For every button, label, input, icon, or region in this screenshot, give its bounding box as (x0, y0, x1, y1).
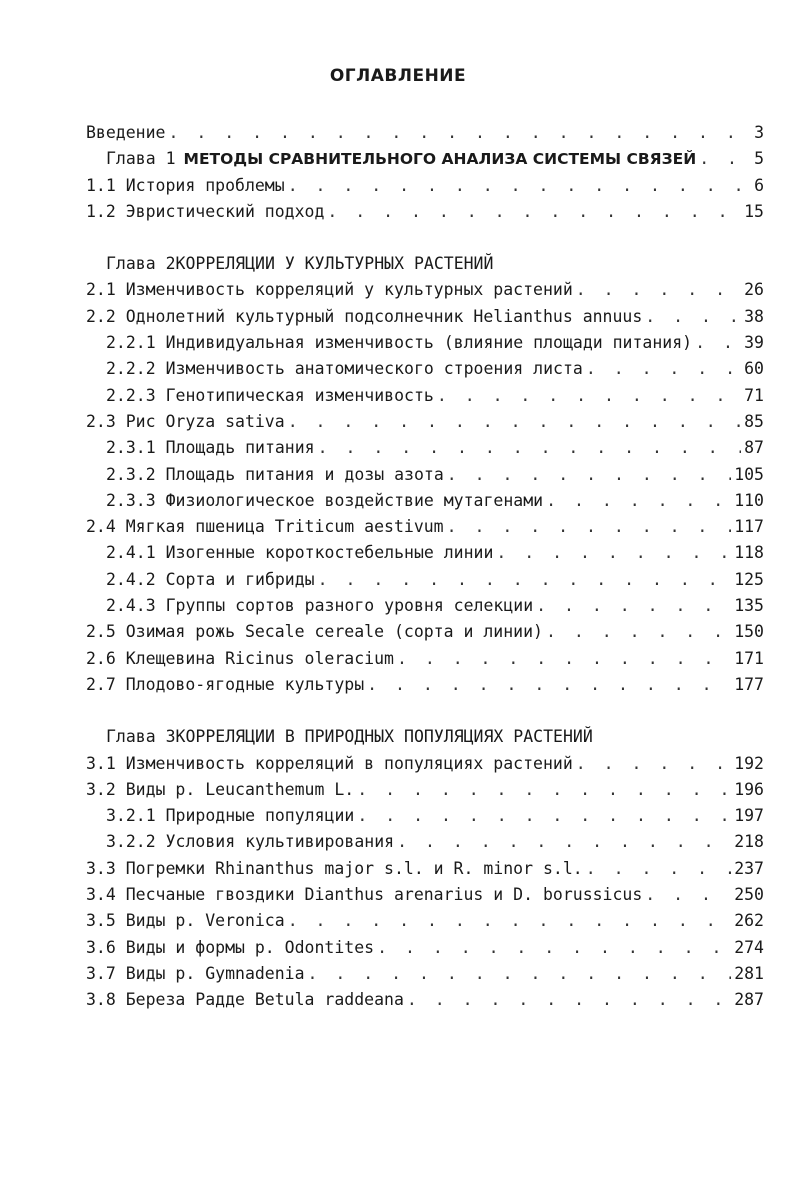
toc-entry (86, 856, 764, 882)
toc-page-number: 71 (744, 385, 764, 405)
dot-leader (168, 120, 751, 146)
chapter-label: Глава 3 (106, 727, 176, 747)
chapter-label: Глава 2 (106, 254, 176, 274)
toc-heading: ОГЛАВЛЕНИЕ (329, 66, 467, 86)
toc-chapter-entry (86, 251, 764, 277)
toc-entry (86, 462, 764, 488)
toc-entry (86, 330, 764, 356)
toc-entry-text: 2.2.1 Индивидуальная изменчивость (влияние площади питания) (106, 333, 693, 353)
toc-page-number: 196 (734, 779, 764, 799)
toc-entry-text: 2.6 Клещевина Ricinus oleracium (86, 648, 394, 668)
toc-entry (86, 567, 764, 593)
toc-entry (86, 961, 764, 987)
toc-page-number: 274 (734, 937, 764, 957)
toc-page-number: 5 (754, 149, 764, 169)
toc-entry-text: 2.2.3 Генотипическая изменчивость (106, 385, 434, 405)
toc-page-number: 26 (744, 280, 764, 300)
toc-entry (86, 829, 764, 855)
toc-entry-text: 3.8 Береза Радде Betula raddeana (86, 990, 404, 1010)
toc-page-number: 262 (734, 911, 764, 931)
toc-entry (86, 514, 764, 540)
toc-page-number: 177 (734, 674, 764, 694)
chapter-title: МЕТОДЫ СРАВНИТЕЛЬНОГО АНАЛИЗА СИСТЕМЫ СВЯЗЕЙ (183, 150, 697, 169)
toc-entry-text: 1.2 Эвристический подход (86, 201, 325, 221)
dot-leader (288, 173, 751, 199)
toc-page-number: 171 (734, 648, 764, 668)
dot-leader (699, 146, 751, 172)
toc-entry (86, 488, 764, 514)
toc-entry (86, 908, 764, 934)
toc-entry-text: 2.7 Плодово-ягодные культуры (86, 674, 365, 694)
toc-entry-text: 2.5 Озимая рожь Secale cereale (сорта и линии) (86, 622, 543, 642)
table-of-contents (86, 120, 764, 1014)
dot-leader (437, 383, 741, 409)
toc-page-number: 105 (734, 464, 764, 484)
dot-leader (407, 987, 731, 1013)
toc-chapter-entry (86, 724, 764, 750)
toc-entry (86, 356, 764, 382)
toc-entry-text: 2.3.3 Физиологическое воздействие мутагенами (106, 490, 544, 510)
dot-leader (496, 540, 731, 566)
toc-page-number: 117 (734, 517, 764, 537)
toc-entry (86, 777, 764, 803)
toc-entry (86, 987, 764, 1013)
toc-entry-text: 3.3 Погремки Rhinanthus major s.l. и R. minor s.l. (86, 858, 583, 878)
toc-entry (86, 619, 764, 645)
toc-entry-text: 3.6 Виды и формы р. Odontites (86, 937, 375, 957)
toc-entry-text: 2.3 Рис Oryza sativa (86, 411, 285, 431)
toc-entry (86, 882, 764, 908)
toc-entry-text: 3.4 Песчаные гвоздики Dianthus arenarius и D. borussicus (86, 885, 643, 905)
toc-page-number: 281 (734, 963, 764, 983)
toc-entry (86, 803, 764, 829)
dot-leader (447, 514, 732, 540)
dot-leader (288, 908, 732, 934)
dot-leader (357, 777, 731, 803)
dot-leader (576, 277, 741, 303)
toc-page-number: 250 (734, 885, 764, 905)
toc-chapter-entry (86, 146, 764, 172)
toc-page-number: 85 (744, 411, 764, 431)
toc-entry (86, 935, 764, 961)
chapter-label: Глава 1 (106, 149, 176, 169)
toc-entry-text: 2.3.2 Площадь питания и дозы азота (106, 464, 444, 484)
dot-leader (695, 330, 741, 356)
toc-entry (86, 751, 764, 777)
toc-page-number: 118 (734, 543, 764, 563)
toc-page-number: 287 (734, 990, 764, 1010)
toc-entry-text: Введение (86, 123, 166, 142)
toc-entry-text: 2.4.3 Группы сортов разного уровня селекции (106, 596, 534, 616)
toc-page-number: 125 (734, 569, 764, 589)
toc-entry-text: 2.2.2 Изменчивость анатомического строения листа (106, 359, 583, 379)
dot-leader (586, 356, 741, 382)
toc-page-number: 197 (734, 806, 764, 826)
dot-leader (576, 751, 731, 777)
chapter-title: КОРРЕЛЯЦИИ У КУЛЬТУРНЫХ РАСТЕНИЙ (175, 254, 494, 274)
dot-leader (397, 829, 731, 855)
chapter-title: КОРРЕЛЯЦИИ В ПРИРОДНЫХ ПОПУЛЯЦИЯХ РАСТЕНИЙ (175, 727, 593, 747)
toc-entry-text: 2.4.2 Сорта и гибриды (106, 569, 315, 589)
toc-entry-text: 2.2 Однолетний культурный подсолнечник Helianthus annuus (86, 306, 643, 326)
toc-page-number: 87 (744, 438, 764, 458)
toc-entry (86, 199, 764, 225)
toc-entry (86, 304, 764, 330)
toc-page-number: 39 (744, 333, 764, 353)
toc-page-number: 110 (734, 490, 764, 510)
toc-entry-text: 2.4.1 Изогенные короткостебельные линии (106, 543, 494, 563)
toc-entry (86, 173, 764, 199)
toc-page-number: 218 (734, 832, 764, 852)
dot-leader (367, 672, 731, 698)
dot-leader (536, 593, 731, 619)
toc-entry-text: 3.7 Виды р. Gymnadenia (86, 963, 305, 983)
dot-leader (586, 856, 731, 882)
toc-page-number: 6 (754, 175, 764, 195)
toc-entry (86, 646, 764, 672)
toc-entry (86, 277, 764, 303)
dot-leader (447, 462, 731, 488)
dot-leader (645, 304, 741, 330)
toc-entry-text: 2.1 Изменчивость корреляций у культурных растений (86, 280, 573, 300)
dot-leader (327, 199, 741, 225)
toc-entry (86, 672, 764, 698)
dot-leader (546, 619, 731, 645)
toc-entry-text: 3.1 Изменчивость корреляций в популяциях растений (86, 753, 573, 773)
dot-leader (546, 488, 731, 514)
toc-page-number: 237 (734, 858, 764, 878)
toc-entry-text: 2.4 Мягкая пшеница Triticum aestivum (86, 517, 444, 537)
toc-page-number: 150 (734, 622, 764, 642)
toc-page-number: 192 (734, 753, 764, 773)
dot-leader (357, 803, 731, 829)
toc-entry (86, 120, 764, 146)
toc-entry-text: 1.1 История проблемы (86, 175, 285, 195)
toc-entry (86, 593, 764, 619)
toc-page-number: 15 (744, 201, 764, 221)
toc-page-number: 135 (734, 596, 764, 616)
toc-entry-text: 2.3.1 Площадь питания (106, 438, 315, 458)
toc-page-number: 3 (754, 123, 764, 142)
dot-leader (288, 409, 741, 435)
toc-page-number: 60 (744, 359, 764, 379)
toc-entry (86, 383, 764, 409)
dot-leader (397, 646, 731, 672)
dot-leader (318, 567, 732, 593)
dot-leader (318, 435, 742, 461)
toc-entry-text: 3.2.1 Природные популяции (106, 806, 355, 826)
toc-entry (86, 540, 764, 566)
toc-entry (86, 409, 764, 435)
dot-leader (308, 961, 732, 987)
toc-entry-text: 3.2 Виды р. Leucanthemum L. (86, 779, 355, 799)
dot-leader (645, 882, 731, 908)
dot-leader (377, 935, 731, 961)
toc-page-number: 38 (744, 306, 764, 326)
toc-entry-text: 3.2.2 Условия культивирования (106, 832, 395, 852)
toc-entry (86, 435, 764, 461)
toc-entry-text: 3.5 Виды р. Veronica (86, 911, 285, 931)
